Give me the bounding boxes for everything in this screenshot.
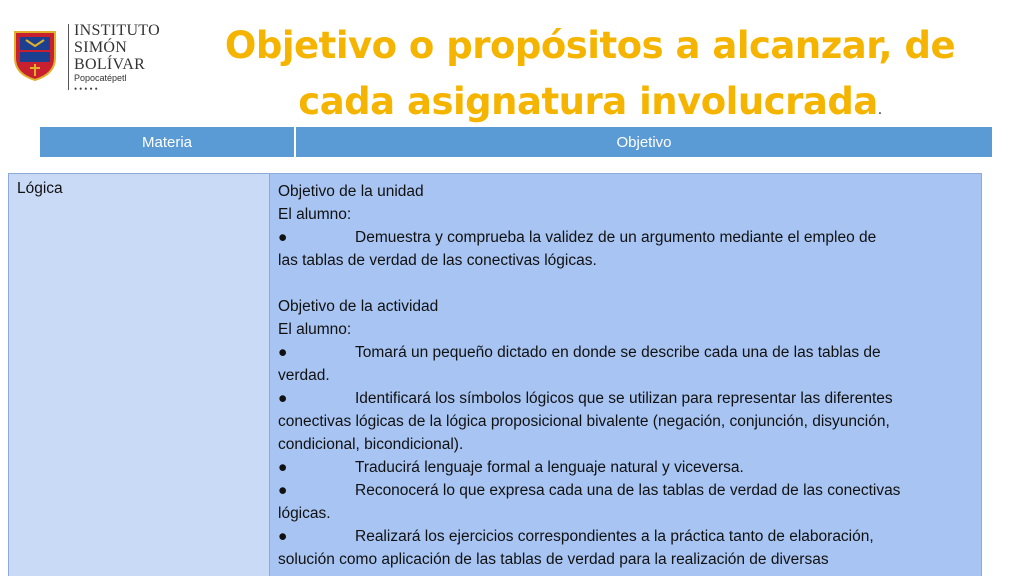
logo-text bbox=[74, 22, 160, 94]
activity-line bbox=[278, 387, 973, 410]
activity-line bbox=[278, 433, 973, 456]
activity-line-text: condicional, bicondicional). bbox=[278, 436, 464, 453]
table-header bbox=[40, 127, 992, 157]
activity-intro: El alumno: bbox=[278, 321, 352, 338]
activity-line bbox=[278, 410, 973, 433]
activity-list bbox=[278, 341, 973, 571]
unit-item-text: Demuestra y comprueba la validez de un argumento mediante el empleo de bbox=[355, 229, 877, 246]
activity-line-text: verdad. bbox=[278, 367, 330, 384]
activity-line bbox=[278, 548, 973, 571]
activity-line-text: solución como aplicación de las tablas de verdad para la realización de diversas bbox=[278, 551, 829, 568]
activity-line bbox=[278, 525, 973, 548]
logo-sub: Popocatépetl bbox=[74, 73, 127, 83]
bullet-icon: ● bbox=[278, 229, 288, 246]
unit-item-line bbox=[278, 226, 973, 249]
activity-line-text: Tomará un pequeño dictado en donde se describe cada una de las tablas de bbox=[355, 344, 881, 361]
table-row bbox=[8, 173, 982, 576]
logo-line-1: INSTITUTO bbox=[74, 22, 160, 39]
bullet-icon: ● bbox=[278, 344, 288, 361]
logo-line-3: BOLÍVAR bbox=[74, 56, 146, 73]
unit-item-line: las tablas de verdad de las conectivas lógicas. bbox=[278, 252, 597, 269]
logo-divider bbox=[68, 24, 69, 90]
activity-line bbox=[278, 502, 973, 525]
activity-line bbox=[278, 479, 973, 502]
bullet-icon: ● bbox=[278, 482, 288, 499]
logo-dots: ••••• bbox=[74, 84, 100, 94]
activity-line bbox=[278, 364, 973, 387]
cell-objetivo bbox=[270, 174, 981, 576]
activity-line-text: Reconocerá lo que expresa cada una de las tablas de verdad de las conectivas bbox=[355, 482, 901, 499]
activity-line-text: lógicas. bbox=[278, 505, 331, 522]
bullet-icon: ● bbox=[278, 390, 288, 407]
activity-line-text: conectivas lógicas de la lógica proposicional bivalente (negación, conjunción, disyunción, bbox=[278, 413, 890, 430]
title-line-1: Objetivo o propósitos a alcanzar, de bbox=[224, 24, 956, 67]
paragraph-gap bbox=[278, 272, 973, 295]
header-materia: Materia bbox=[40, 127, 294, 157]
unit-intro: El alumno: bbox=[278, 206, 352, 223]
slide-title bbox=[200, 18, 980, 138]
bullet-icon: ● bbox=[278, 528, 288, 545]
activity-line-text: Realizará los ejercicios correspondientes a la práctica tanto de elaboración, bbox=[355, 528, 874, 545]
activity-line bbox=[278, 341, 973, 364]
activity-line bbox=[278, 456, 973, 479]
activity-heading: Objetivo de la actividad bbox=[278, 298, 439, 315]
logo-line-2: SIMÓN bbox=[74, 39, 128, 56]
title-trailing-dot: . bbox=[877, 102, 882, 118]
bullet-icon: ● bbox=[278, 459, 288, 476]
activity-line-text: Identificará los símbolos lógicos que se utilizan para representar las diferentes bbox=[355, 390, 893, 407]
header-objetivo: Objetivo bbox=[294, 127, 992, 157]
institute-logo bbox=[12, 22, 162, 94]
cell-materia: Lógica bbox=[9, 174, 270, 576]
activity-line-text: Traducirá lenguaje formal a lenguaje natural y viceversa. bbox=[355, 459, 744, 476]
title-line-2-text: cada asignatura involucrada bbox=[298, 80, 878, 123]
shield-icon bbox=[12, 28, 58, 82]
unit-heading: Objetivo de la unidad bbox=[278, 183, 424, 200]
